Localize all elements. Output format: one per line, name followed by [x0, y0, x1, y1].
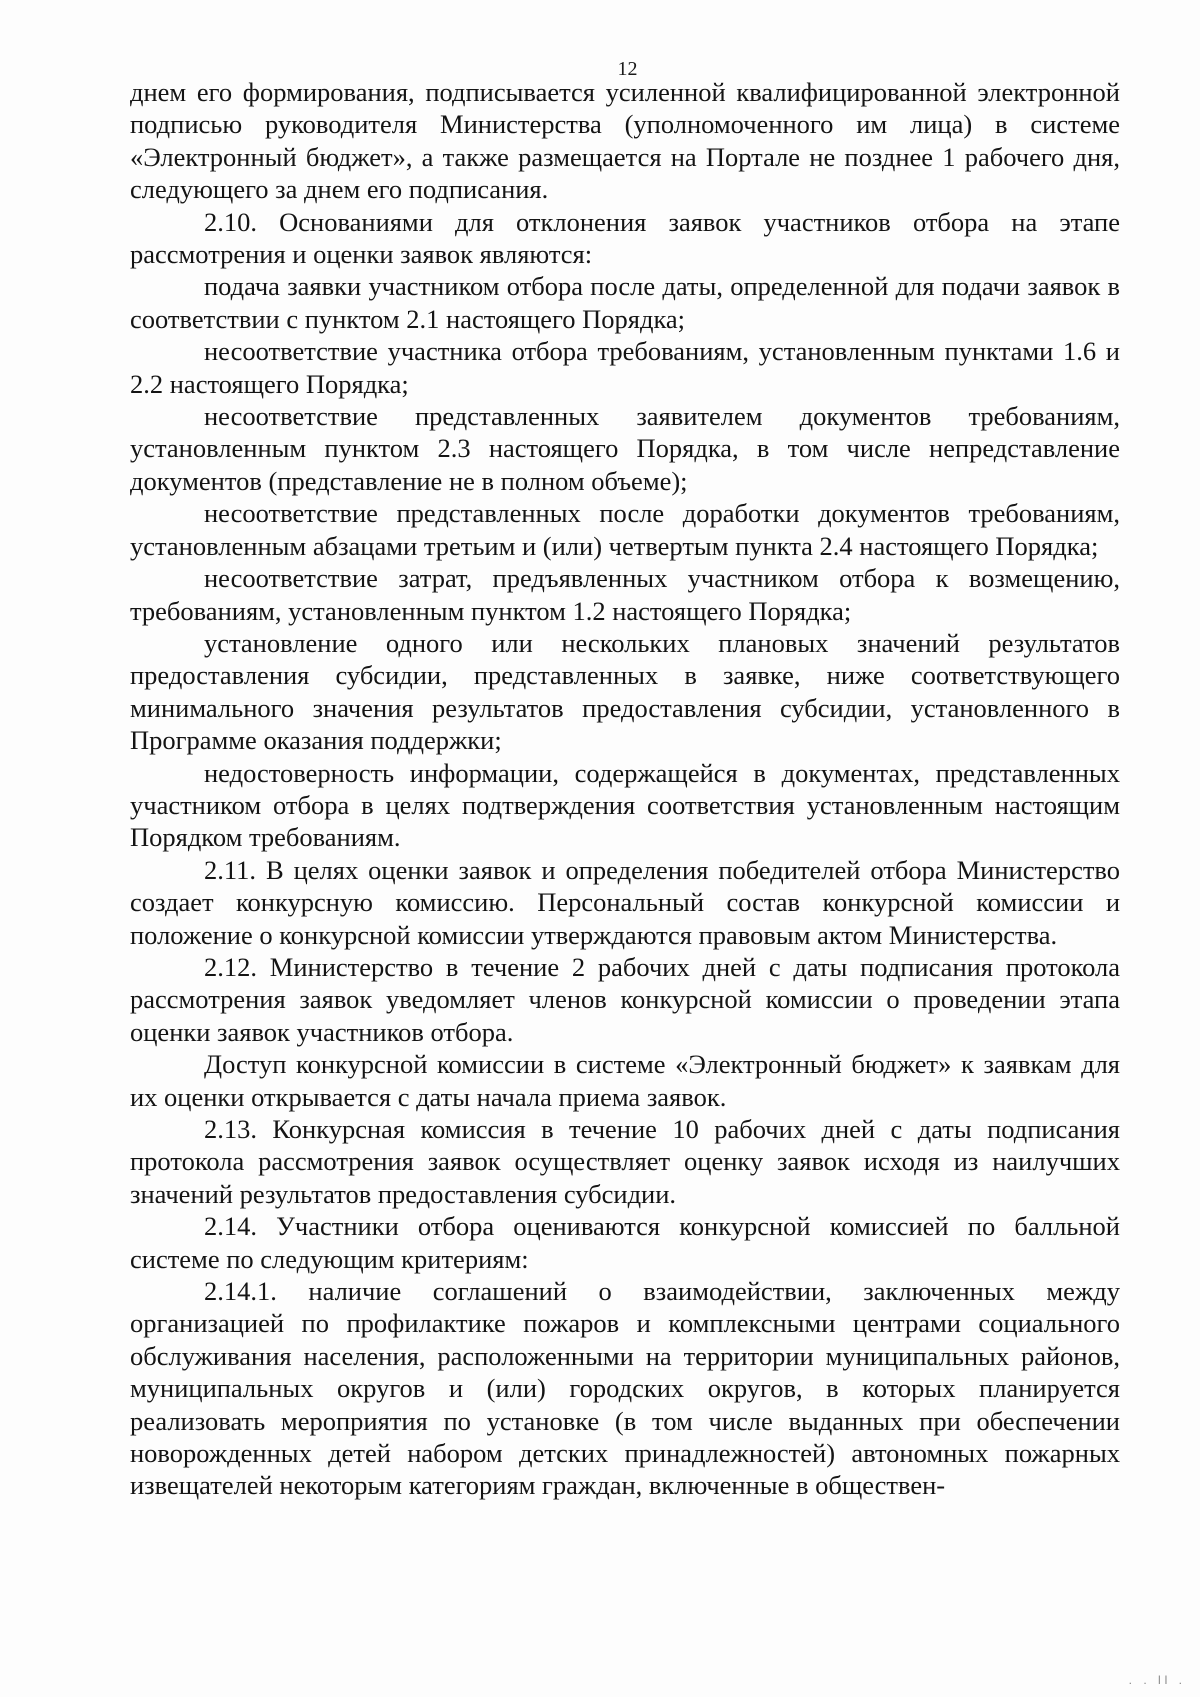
paragraph-reason-late-submission: подача заявки участником отбора после даты, определенной для подачи заявок в соответствии с пунктом 2.1 настоящего Порядка;: [130, 271, 1120, 334]
paragraph-reason-planned-values: установление одного или нескольких плановых значений результатов предоставления субсидии, представленных в заявке, ниже соответствующего минимального значения результатов предоставления субсидии, установленного в Программе оказания поддержки;: [130, 627, 1120, 756]
paragraph-2-11: 2.11. В целях оценки заявок и определения победителей отбора Министерство создает конкурсную комиссию. Персональный состав конкурсной комиссии и положение о конкурсной комиссии утверждаются правовым актом Министерства.: [130, 854, 1120, 950]
paragraph-2-14-1: 2.14.1. наличие соглашений о взаимодействии, заключенных между организацией по профилактике пожаров и комплексными центрами социального обслуживания населения, расположенными на территории муниципальных районов, муниципальных округов и (или) городских округов, в которых планируется реализовать мероприятия по установке (в том числе выданных при обеспечении новорожденных детей набором детских принадлежностей) автономных пожарных извещателей некоторым категориям граждан, включенные в обществен-: [130, 1276, 1120, 1501]
paragraph-reason-documents-noncompliance: несоответствие представленных заявителем документов требованиям, установленным пунктом 2.3 настоящего Порядка, в том числе непредставление документов (представление не в полном объеме);: [130, 401, 1120, 496]
paragraph-reason-costs: несоответствие затрат, предъявленных участником отбора к возмещению, требованиям, установленным пунктом 1.2 настоящего Порядка;: [130, 563, 1120, 626]
paragraph-2-13: 2.13. Конкурсная комиссия в течение 10 рабочих дней с даты подписания протокола рассмотрения заявок осуществляет оценку заявок исходя из наилучших значений результатов предоставления субсидии.: [130, 1114, 1120, 1209]
paragraph-2-12: 2.12. Министерство в течение 2 рабочих дней с даты подписания протокола рассмотрения заявок уведомляет членов конкурсной комиссии о проведении этапа оценки заявок участников отбора.: [130, 951, 1120, 1047]
paragraph-access: Доступ конкурсной комиссии в системе «Электронный бюджет» к заявкам для их оценки открывается с даты начала приема заявок.: [130, 1049, 1120, 1112]
document-body: [130, 76, 1120, 1502]
scan-corner-marks: . . ll .: [1128, 1673, 1186, 1687]
paragraph-2-10: 2.10. Основаниями для отклонения заявок участников отбора на этапе рассмотрения и оценки заявок являются:: [130, 206, 1120, 270]
page-number: 12: [617, 58, 638, 80]
paragraph-reason-revised-documents: несоответствие представленных после доработки документов требованиям, установленным абзацами третьим и (или) четвертым пункта 2.4 настоящего Порядка;: [130, 498, 1120, 561]
paragraph-continuation: днем его формирования, подписывается усиленной квалифицированной электронной подписью руководителя Министерства (уполномоченного им лица) в системе «Электронный бюджет», а также размещается на Портале не позднее 1 рабочего дня, следующего за днем его подписания.: [130, 77, 1120, 205]
paragraph-2-14: 2.14. Участники отбора оцениваются конкурсной комиссией по балльной системе по следующим критериям:: [130, 1211, 1120, 1274]
paragraph-reason-unreliable-info: недостоверность информации, содержащейся в документах, представленных участником отбора в целях подтверждения соответствия установленным настоящим Порядком требованиям.: [130, 757, 1120, 853]
paragraph-reason-participant-noncompliance: несоответствие участника отбора требованиям, установленным пунктами 1.6 и 2.2 настоящего Порядка;: [130, 336, 1120, 399]
